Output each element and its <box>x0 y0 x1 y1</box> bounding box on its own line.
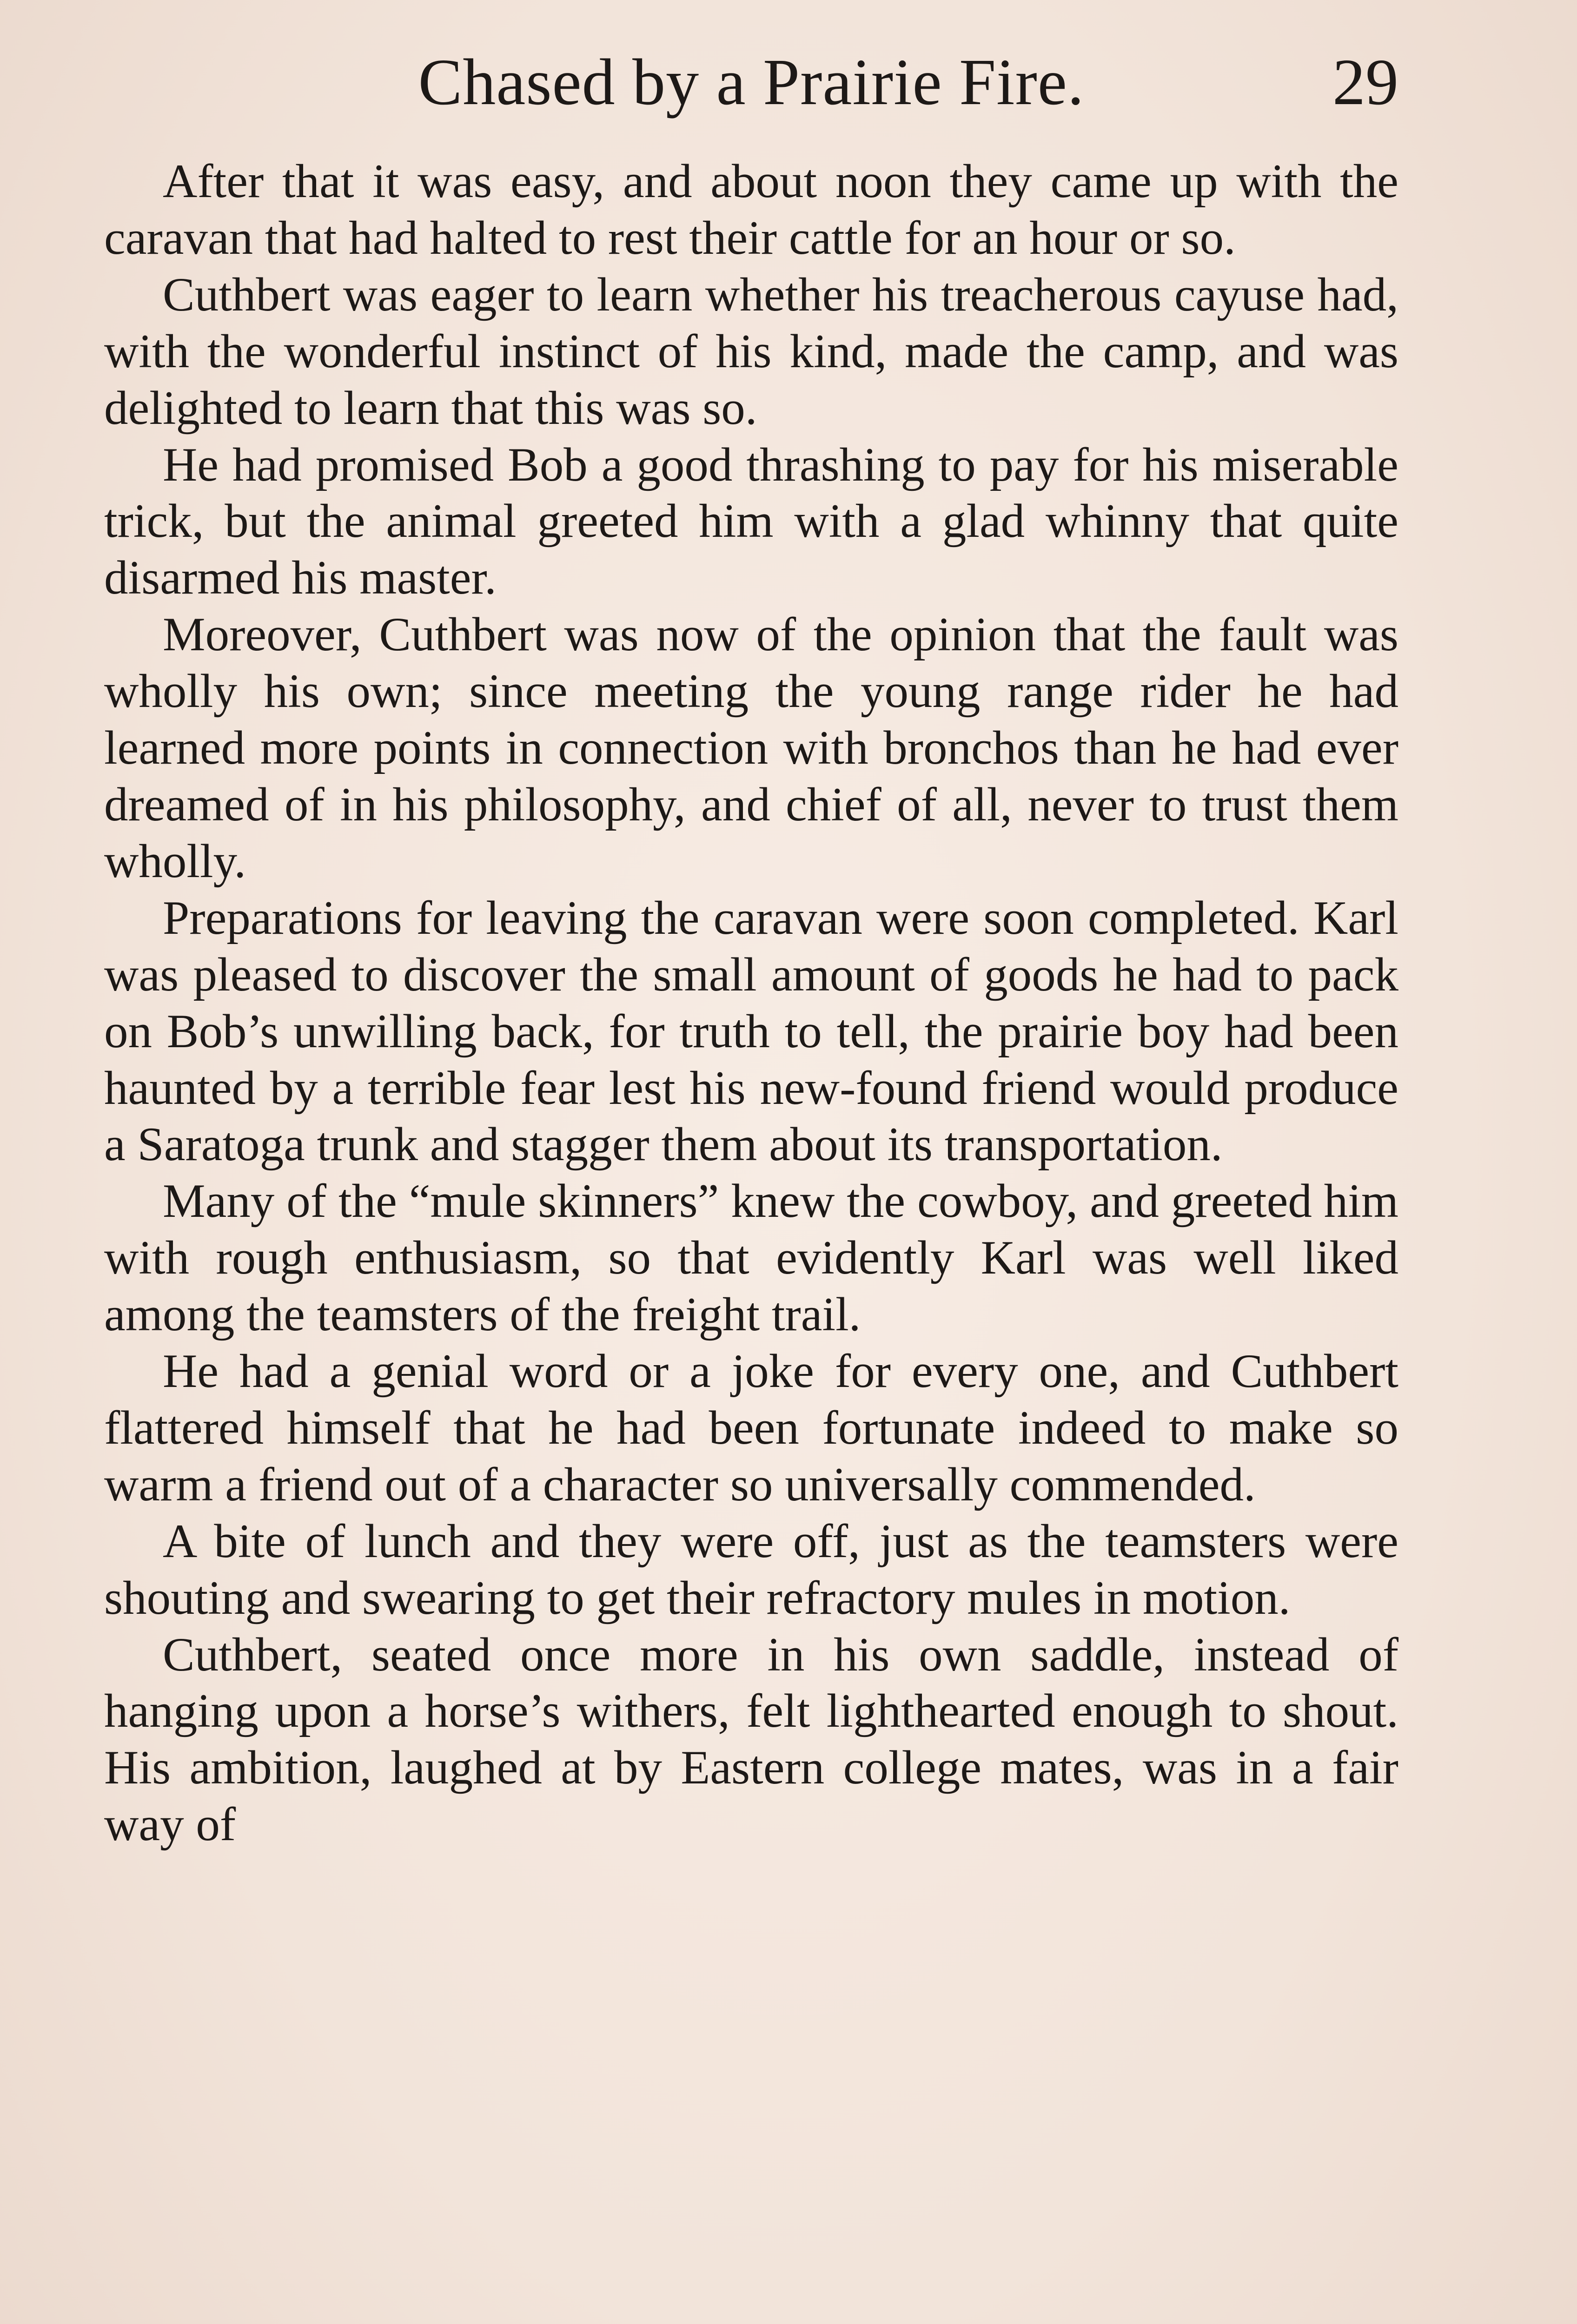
body-text <box>104 153 1398 1853</box>
paragraph: A bite of lunch and they were off, just as the teamsters were shouting and swearing to get their refractory mules in motion. <box>104 1514 1398 1624</box>
paragraph: He had a genial word or a joke for every one, and Cuthbert flattered himself that he had been fortunate indeed to make so warm a friend out of a character so universally commended. <box>104 1345 1398 1511</box>
paragraph: Moreover, Cuthbert was now of the opinion that the fault was wholly his own; since meeting the young range rider he had learned more points in connection with bronchos than he had ever dreamed of in his philosophy, and chief of all, never to trust them wholly. <box>104 608 1398 888</box>
page-header <box>104 40 1398 124</box>
paragraph: Cuthbert was eager to learn whether his treacherous cayuse had, with the wonderful instinct of his kind, made the camp, and was delighted to learn that this was so. <box>104 268 1398 435</box>
paragraph: He had promised Bob a good thrashing to pay for his miserable trick, but the animal greeted him with a glad whinny that quite disarmed his master. <box>104 438 1398 605</box>
paragraph: Cuthbert, seated once more in his own saddle, instead of hanging upon a horse’s withers, felt lighthearted enough to shout. His ambition, laughed at by Eastern college mates, was in a fair way of <box>104 1628 1398 1851</box>
paragraph: Many of the “mule skinners” knew the cowboy, and greeted him with rough enthusiasm, so that evidently Karl was well liked among the teamsters of the freight trail. <box>104 1175 1398 1341</box>
paragraph: Preparations for leaving the caravan were soon completed. Karl was pleased to discover the small amount of goods he had to pack on Bob’s unwilling back, for truth to tell, the prairie boy had been haunted by a terrible fear lest his new-found friend would produce a Saratoga trunk and stagger them about its transportation. <box>104 891 1398 1171</box>
paragraph: After that it was easy, and about noon they came up with the caravan that had halted to rest their cattle for an hour or so. <box>104 155 1398 264</box>
page-number: 29 <box>1332 45 1398 119</box>
running-title: Chased by a Prairie Fire. <box>418 45 1085 119</box>
